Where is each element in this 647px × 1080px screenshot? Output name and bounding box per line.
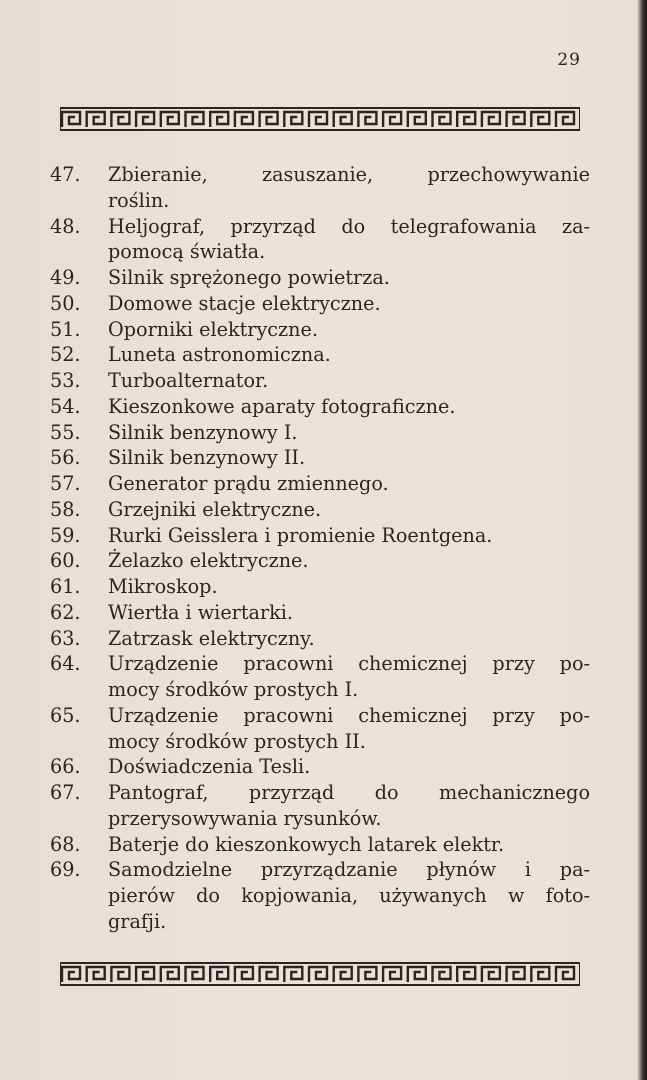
entry-number — [50, 729, 108, 755]
meander-segment — [111, 112, 129, 127]
list-item — [50, 677, 590, 703]
entry-text: Żelazko elektryczne. — [108, 549, 309, 573]
meander-segment — [309, 967, 327, 982]
entry-number: 58. — [50, 497, 81, 521]
meander-segment — [358, 967, 376, 982]
meander-segment — [531, 967, 549, 982]
entry-number: 52. — [50, 343, 81, 367]
meander-segment — [284, 967, 302, 982]
meander-segment — [87, 967, 105, 982]
entry-text: grafji. — [108, 909, 167, 933]
entry-number — [50, 909, 108, 935]
entry-text: Heljograf, przyrząd do telegrafowania za- — [108, 214, 590, 238]
meander-segment — [383, 112, 401, 127]
entry-number: 51. — [50, 317, 81, 341]
meander-segment — [507, 112, 525, 127]
meander-segment — [260, 967, 278, 982]
list-item — [50, 188, 590, 214]
entry-text: Domowe stacje elektryczne. — [108, 291, 381, 315]
list-item — [50, 214, 590, 240]
entry-text: Silnik sprężonego powietrza. — [108, 266, 390, 289]
entry-text: Pantograf, przyrząd do mechanicznego — [108, 781, 590, 804]
entry-number: 60. — [50, 549, 81, 573]
entry-text: Doświadczenia Tesli. — [108, 755, 311, 779]
entry-number: 49. — [50, 266, 81, 289]
meander-segment — [433, 967, 451, 982]
list-item — [50, 909, 590, 935]
entry-text: Zatrzask elektryczny. — [108, 626, 315, 650]
entry-text: mocy środków prostych I. — [108, 678, 359, 701]
entry-number — [50, 188, 108, 214]
entry-number: 64. — [50, 652, 81, 676]
list-item — [50, 239, 590, 265]
entry-text: Silnik benzynowy I. — [108, 420, 298, 444]
entry-text: Generator prądu zmiennego. — [108, 472, 389, 495]
meander-segment — [408, 112, 426, 127]
meander-segment — [531, 112, 549, 127]
entry-number: 66. — [50, 755, 81, 779]
meander-segment — [210, 112, 228, 127]
meander-segment — [111, 967, 129, 982]
list-item — [50, 497, 590, 523]
entry-text: mocy środków prostych II. — [108, 729, 366, 753]
page-edge-shadow — [637, 0, 647, 1080]
meander-segment — [358, 112, 376, 127]
entry-text: Zbieranie, zasuszanie, przechowywanie — [108, 163, 590, 186]
entry-number: 48. — [50, 214, 81, 238]
entry-number: 65. — [50, 703, 81, 727]
meander-segment — [186, 967, 204, 982]
list-item — [50, 342, 590, 368]
meander-segment — [507, 967, 525, 982]
entry-text: Rurki Geisslera i promienie Roentgena. — [108, 523, 493, 547]
list-item — [50, 754, 590, 780]
entry-text: Kieszonkowe aparaty fotograficzne. — [108, 394, 456, 418]
list-item — [50, 626, 590, 652]
entry-number: 69. — [50, 858, 81, 882]
entry-number: 47. — [50, 163, 81, 186]
entry-number: 56. — [50, 446, 81, 470]
list-item — [50, 420, 590, 446]
meander-segment — [408, 967, 426, 982]
entry-text: Mikroskop. — [108, 575, 218, 598]
meander-segment — [457, 967, 475, 982]
meander-segment — [334, 112, 352, 127]
entry-text: Samodzielne przyrządzanie płynów i pa- — [108, 858, 590, 882]
meander-segment — [136, 967, 154, 982]
greek-key-ornament-icon — [60, 962, 580, 986]
meander-segment — [161, 967, 179, 982]
list-item — [50, 317, 590, 343]
meander-segment — [482, 112, 500, 127]
meander-segment — [87, 112, 105, 127]
list-item — [50, 600, 590, 626]
meander-segment — [186, 112, 204, 127]
meander-segment — [235, 112, 253, 127]
meander-segment — [161, 112, 179, 127]
entry-number: 53. — [50, 369, 81, 392]
list-item — [50, 471, 590, 497]
meander-segment — [284, 112, 302, 127]
entry-text: pierów do kopjowania, używanych w foto- — [108, 884, 590, 907]
entry-text: przerysowywania rysunków. — [108, 806, 382, 830]
list-item — [50, 445, 590, 471]
entry-text: Baterje do kieszonkowych latarek elektr. — [108, 832, 505, 856]
entry-text: Urządzenie pracowni chemicznej przy po- — [108, 652, 590, 676]
entry-number — [50, 806, 108, 832]
entry-text: Wiertła i wiertarki. — [108, 600, 294, 624]
list-item — [50, 780, 590, 806]
entry-text: Silnik benzynowy II. — [108, 446, 306, 470]
entry-text: roślin. — [108, 188, 170, 212]
entry-text: Turboalternator. — [108, 369, 269, 392]
meander-segment — [556, 967, 574, 982]
entry-number — [50, 677, 108, 703]
entry-number: 54. — [50, 394, 81, 418]
meander-segment — [210, 967, 228, 982]
list-item — [50, 523, 590, 549]
list-item — [50, 368, 590, 394]
meander-segment — [235, 967, 253, 982]
page-number: 29 — [557, 50, 581, 70]
greek-key-ornament-icon — [60, 107, 580, 131]
list-item — [50, 832, 590, 858]
list-item — [50, 265, 590, 291]
list-item — [50, 394, 590, 420]
entry-number — [50, 239, 108, 265]
list-item — [50, 548, 590, 574]
list-item — [50, 291, 590, 317]
list-item — [50, 651, 590, 677]
meander-segment — [62, 112, 80, 127]
meander-segment — [383, 967, 401, 982]
meander-segment — [62, 967, 80, 982]
entry-number: 62. — [50, 600, 81, 624]
meander-segment — [556, 112, 574, 127]
list-item — [50, 703, 590, 729]
list-item — [50, 574, 590, 600]
meander-segment — [433, 112, 451, 127]
entry-number: 59. — [50, 523, 81, 547]
entry-number — [50, 883, 108, 909]
entry-number: 50. — [50, 291, 81, 315]
meander-segment — [260, 112, 278, 127]
entry-number: 57. — [50, 472, 81, 495]
entry-text: pomocą światła. — [108, 240, 266, 264]
entry-text: Luneta astronomiczna. — [108, 343, 331, 367]
list-item — [50, 729, 590, 755]
entry-text: Grzejniki elektryczne. — [108, 497, 322, 521]
entry-text: Oporniki elektryczne. — [108, 317, 318, 341]
entry-number: 61. — [50, 575, 81, 598]
list-item — [50, 162, 590, 188]
meander-segment — [457, 112, 475, 127]
entry-text: Urządzenie pracowni chemicznej przy po- — [108, 703, 590, 727]
meander-segment — [136, 112, 154, 127]
list-item — [50, 857, 590, 883]
entry-number: 63. — [50, 626, 81, 650]
entry-number: 67. — [50, 781, 81, 804]
meander-segment — [334, 967, 352, 982]
entry-number: 68. — [50, 832, 81, 856]
list-item — [50, 806, 590, 832]
list-item — [50, 883, 590, 909]
meander-segment — [482, 967, 500, 982]
entry-number: 55. — [50, 420, 81, 444]
entry-list — [50, 162, 590, 935]
meander-segment — [309, 112, 327, 127]
